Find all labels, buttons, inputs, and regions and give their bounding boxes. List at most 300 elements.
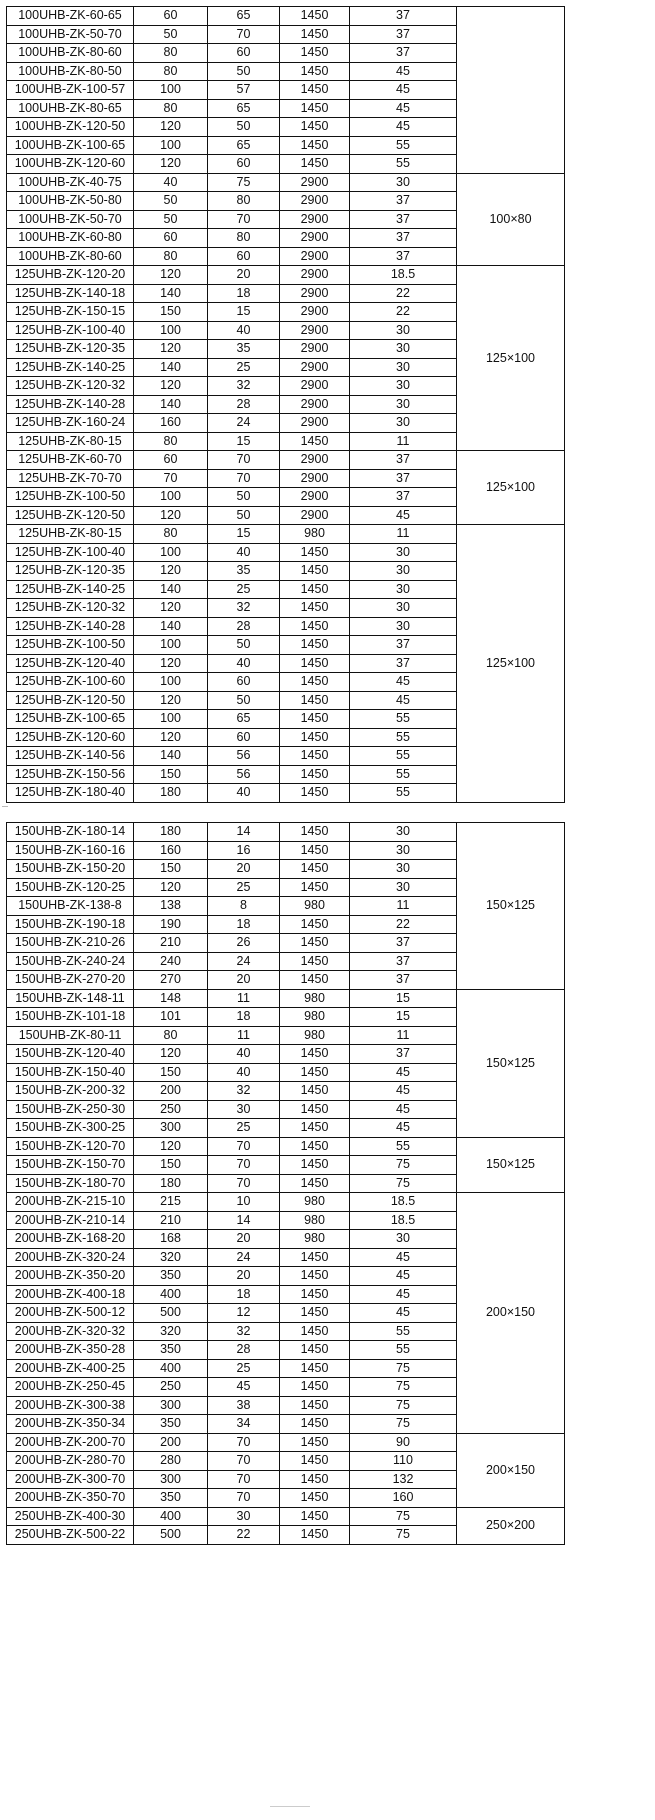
head-cell: 50 [208,636,280,655]
head-cell: 70 [208,1452,280,1471]
power-cell: 37 [350,192,457,211]
power-cell: 30 [350,860,457,879]
flow-cell: 350 [134,1489,208,1508]
model-cell: 150UHB-ZK-160-16 [7,841,134,860]
speed-cell: 2900 [280,173,350,192]
table-row [7,173,565,192]
flow-cell: 60 [134,7,208,26]
head-cell: 25 [208,358,280,377]
power-cell: 55 [350,1322,457,1341]
power-cell: 37 [350,952,457,971]
flow-cell: 80 [134,247,208,266]
flow-cell: 100 [134,710,208,729]
power-cell: 45 [350,691,457,710]
power-cell: 37 [350,1045,457,1064]
model-cell: 125UHB-ZK-100-60 [7,673,134,692]
head-cell: 57 [208,81,280,100]
model-cell: 150UHB-ZK-148-11 [7,989,134,1008]
flow-cell: 120 [134,155,208,174]
head-cell: 12 [208,1304,280,1323]
model-cell: 125UHB-ZK-100-50 [7,488,134,507]
port-size-cell: 250×200 [457,1507,565,1544]
head-cell: 38 [208,1396,280,1415]
flow-cell: 120 [134,118,208,137]
speed-cell: 1450 [280,878,350,897]
head-cell: 16 [208,841,280,860]
power-cell: 37 [350,25,457,44]
speed-cell: 1450 [280,99,350,118]
head-cell: 70 [208,469,280,488]
head-cell: 80 [208,229,280,248]
flow-cell: 120 [134,506,208,525]
speed-cell: 1450 [280,710,350,729]
model-cell: 125UHB-ZK-60-70 [7,451,134,470]
speed-cell: 1450 [280,1174,350,1193]
table-row [7,1193,565,1212]
head-cell: 24 [208,1248,280,1267]
power-cell: 18.5 [350,1211,457,1230]
model-cell: 100UHB-ZK-100-65 [7,136,134,155]
model-cell: 100UHB-ZK-80-60 [7,44,134,63]
model-cell: 125UHB-ZK-150-15 [7,303,134,322]
head-cell: 45 [208,1378,280,1397]
power-cell: 30 [350,395,457,414]
power-cell: 55 [350,1137,457,1156]
power-cell: 30 [350,599,457,618]
speed-cell: 1450 [280,1470,350,1489]
speed-cell: 1450 [280,915,350,934]
model-cell: 100UHB-ZK-80-50 [7,62,134,81]
head-cell: 80 [208,192,280,211]
head-cell: 70 [208,1137,280,1156]
model-cell: 150UHB-ZK-120-70 [7,1137,134,1156]
head-cell: 10 [208,1193,280,1212]
speed-cell: 2900 [280,340,350,359]
model-cell: 150UHB-ZK-150-20 [7,860,134,879]
model-cell: 125UHB-ZK-120-32 [7,377,134,396]
flow-cell: 140 [134,284,208,303]
speed-cell: 1450 [280,432,350,451]
flow-cell: 500 [134,1526,208,1545]
head-cell: 70 [208,1470,280,1489]
table-body [7,7,565,803]
flow-cell: 200 [134,1082,208,1101]
speed-cell: 1450 [280,1507,350,1526]
model-cell: 200UHB-ZK-400-18 [7,1285,134,1304]
speed-cell: 1450 [280,636,350,655]
speed-cell: 1450 [280,44,350,63]
speed-cell: 1450 [280,747,350,766]
model-cell: 125UHB-ZK-140-25 [7,358,134,377]
speed-cell: 1450 [280,1526,350,1545]
speed-cell: 1450 [280,1045,350,1064]
model-cell: 250UHB-ZK-500-22 [7,1526,134,1545]
flow-cell: 400 [134,1359,208,1378]
power-cell: 37 [350,229,457,248]
speed-cell: 2900 [280,266,350,285]
flow-cell: 138 [134,897,208,916]
power-cell: 45 [350,1304,457,1323]
head-cell: 26 [208,934,280,953]
head-cell: 18 [208,1285,280,1304]
speed-cell: 2900 [280,303,350,322]
speed-cell: 1450 [280,673,350,692]
port-size-cell: 125×100 [457,451,565,525]
flow-cell: 50 [134,210,208,229]
flow-cell: 80 [134,44,208,63]
model-cell: 100UHB-ZK-60-80 [7,229,134,248]
flow-cell: 120 [134,691,208,710]
flow-cell: 120 [134,1045,208,1064]
head-cell: 32 [208,599,280,618]
head-cell: 34 [208,1415,280,1434]
model-cell: 200UHB-ZK-168-20 [7,1230,134,1249]
flow-cell: 140 [134,617,208,636]
speed-cell: 2900 [280,192,350,211]
speed-cell: 1450 [280,1082,350,1101]
flow-cell: 101 [134,1008,208,1027]
head-cell: 15 [208,525,280,544]
model-cell: 100UHB-ZK-80-60 [7,247,134,266]
head-cell: 35 [208,562,280,581]
model-cell: 200UHB-ZK-400-25 [7,1359,134,1378]
flow-cell: 200 [134,1433,208,1452]
table-row [7,7,565,26]
power-cell: 11 [350,432,457,451]
port-size-cell: 200×150 [457,1193,565,1434]
head-cell: 30 [208,1507,280,1526]
model-cell: 100UHB-ZK-120-50 [7,118,134,137]
flow-cell: 50 [134,192,208,211]
head-cell: 8 [208,897,280,916]
model-cell: 125UHB-ZK-120-35 [7,562,134,581]
flow-cell: 160 [134,841,208,860]
model-cell: 150UHB-ZK-120-40 [7,1045,134,1064]
model-cell: 125UHB-ZK-70-70 [7,469,134,488]
flow-cell: 150 [134,765,208,784]
model-cell: 125UHB-ZK-140-56 [7,747,134,766]
model-cell: 125UHB-ZK-140-28 [7,395,134,414]
power-cell: 132 [350,1470,457,1489]
flow-cell: 350 [134,1341,208,1360]
head-cell: 40 [208,321,280,340]
flow-cell: 140 [134,395,208,414]
flow-cell: 240 [134,952,208,971]
power-cell: 75 [350,1415,457,1434]
head-cell: 50 [208,118,280,137]
head-cell: 56 [208,765,280,784]
model-cell: 200UHB-ZK-350-28 [7,1341,134,1360]
port-size-cell: 125×100 [457,266,565,451]
power-cell: 45 [350,1063,457,1082]
power-cell: 75 [350,1174,457,1193]
head-cell: 32 [208,377,280,396]
model-cell: 150UHB-ZK-120-25 [7,878,134,897]
flow-cell: 210 [134,1211,208,1230]
speed-cell: 1450 [280,934,350,953]
model-cell: 125UHB-ZK-100-40 [7,543,134,562]
flow-cell: 180 [134,823,208,842]
speed-cell: 1450 [280,784,350,803]
head-cell: 40 [208,543,280,562]
model-cell: 125UHB-ZK-120-50 [7,506,134,525]
flow-cell: 250 [134,1100,208,1119]
power-cell: 30 [350,173,457,192]
power-cell: 37 [350,7,457,26]
head-cell: 32 [208,1082,280,1101]
head-cell: 25 [208,580,280,599]
power-cell: 55 [350,136,457,155]
power-cell: 37 [350,934,457,953]
flow-cell: 140 [134,747,208,766]
power-cell: 55 [350,747,457,766]
model-cell: 125UHB-ZK-120-32 [7,599,134,618]
page-footer-mark [270,1806,310,1807]
pump-spec-table-part-1 [6,6,565,803]
speed-cell: 2900 [280,358,350,377]
speed-cell: 2900 [280,488,350,507]
speed-cell: 2900 [280,414,350,433]
model-cell: 125UHB-ZK-120-50 [7,691,134,710]
model-cell: 150UHB-ZK-270-20 [7,971,134,990]
model-cell: 150UHB-ZK-300-25 [7,1119,134,1138]
speed-cell: 980 [280,897,350,916]
power-cell: 75 [350,1378,457,1397]
head-cell: 35 [208,340,280,359]
flow-cell: 250 [134,1378,208,1397]
head-cell: 30 [208,1100,280,1119]
head-cell: 70 [208,1174,280,1193]
speed-cell: 1450 [280,654,350,673]
model-cell: 150UHB-ZK-80-11 [7,1026,134,1045]
power-cell: 30 [350,543,457,562]
flow-cell: 160 [134,414,208,433]
head-cell: 65 [208,710,280,729]
table-row [7,823,565,842]
flow-cell: 280 [134,1452,208,1471]
table-row [7,989,565,1008]
speed-cell: 1450 [280,562,350,581]
power-cell: 18.5 [350,1193,457,1212]
model-cell: 125UHB-ZK-140-28 [7,617,134,636]
power-cell: 22 [350,284,457,303]
model-cell: 125UHB-ZK-180-40 [7,784,134,803]
head-cell: 28 [208,395,280,414]
flow-cell: 140 [134,358,208,377]
flow-cell: 100 [134,673,208,692]
speed-cell: 1450 [280,1341,350,1360]
speed-cell: 1450 [280,580,350,599]
speed-cell: 2900 [280,506,350,525]
speed-cell: 1450 [280,81,350,100]
model-cell: 100UHB-ZK-100-57 [7,81,134,100]
head-cell: 20 [208,266,280,285]
power-cell: 45 [350,1082,457,1101]
head-cell: 20 [208,1267,280,1286]
model-cell: 200UHB-ZK-300-70 [7,1470,134,1489]
speed-cell: 1450 [280,1156,350,1175]
model-cell: 100UHB-ZK-40-75 [7,173,134,192]
pump-spec-table-part-2 [6,822,565,1545]
head-cell: 65 [208,99,280,118]
power-cell: 45 [350,506,457,525]
head-cell: 60 [208,44,280,63]
power-cell: 45 [350,118,457,137]
flow-cell: 150 [134,1156,208,1175]
head-cell: 60 [208,728,280,747]
speed-cell: 1450 [280,136,350,155]
flow-cell: 320 [134,1248,208,1267]
head-cell: 70 [208,1489,280,1508]
power-cell: 55 [350,784,457,803]
head-cell: 70 [208,210,280,229]
head-cell: 25 [208,878,280,897]
head-cell: 70 [208,451,280,470]
model-cell: 200UHB-ZK-300-38 [7,1396,134,1415]
power-cell: 55 [350,728,457,747]
speed-cell: 2900 [280,284,350,303]
port-size-cell: 200×150 [457,1433,565,1507]
head-cell: 25 [208,1119,280,1138]
power-cell: 45 [350,1119,457,1138]
speed-cell: 2900 [280,229,350,248]
flow-cell: 60 [134,451,208,470]
model-cell: 100UHB-ZK-60-65 [7,7,134,26]
model-cell: 200UHB-ZK-350-20 [7,1267,134,1286]
power-cell: 45 [350,1100,457,1119]
page-break-mark [2,806,8,807]
head-cell: 22 [208,1526,280,1545]
power-cell: 55 [350,1341,457,1360]
model-cell: 200UHB-ZK-210-14 [7,1211,134,1230]
power-cell: 37 [350,636,457,655]
power-cell: 11 [350,525,457,544]
model-cell: 125UHB-ZK-100-40 [7,321,134,340]
model-cell: 200UHB-ZK-350-34 [7,1415,134,1434]
table-body [7,823,565,1545]
head-cell: 20 [208,1230,280,1249]
speed-cell: 980 [280,1211,350,1230]
speed-cell: 1450 [280,765,350,784]
model-cell: 150UHB-ZK-200-32 [7,1082,134,1101]
head-cell: 18 [208,284,280,303]
flow-cell: 50 [134,25,208,44]
speed-cell: 1450 [280,1378,350,1397]
speed-cell: 1450 [280,617,350,636]
flow-cell: 270 [134,971,208,990]
flow-cell: 120 [134,562,208,581]
speed-cell: 1450 [280,691,350,710]
head-cell: 65 [208,136,280,155]
model-cell: 100UHB-ZK-50-70 [7,25,134,44]
speed-cell: 1450 [280,543,350,562]
flow-cell: 120 [134,340,208,359]
power-cell: 110 [350,1452,457,1471]
head-cell: 15 [208,303,280,322]
speed-cell: 1450 [280,841,350,860]
speed-cell: 980 [280,1026,350,1045]
flow-cell: 168 [134,1230,208,1249]
flow-cell: 150 [134,860,208,879]
model-cell: 100UHB-ZK-80-65 [7,99,134,118]
flow-cell: 500 [134,1304,208,1323]
flow-cell: 320 [134,1322,208,1341]
model-cell: 100UHB-ZK-50-70 [7,210,134,229]
flow-cell: 120 [134,654,208,673]
speed-cell: 1450 [280,62,350,81]
speed-cell: 980 [280,1008,350,1027]
model-cell: 100UHB-ZK-120-60 [7,155,134,174]
port-size-cell: 100×80 [457,173,565,266]
head-cell: 40 [208,1045,280,1064]
power-cell: 45 [350,1285,457,1304]
head-cell: 28 [208,617,280,636]
speed-cell: 1450 [280,155,350,174]
speed-cell: 1450 [280,1119,350,1138]
flow-cell: 80 [134,99,208,118]
power-cell: 15 [350,1008,457,1027]
power-cell: 15 [350,989,457,1008]
flow-cell: 100 [134,636,208,655]
port-size-cell [457,7,565,174]
port-size-cell: 150×125 [457,823,565,990]
power-cell: 30 [350,414,457,433]
model-cell: 150UHB-ZK-240-24 [7,952,134,971]
model-cell: 125UHB-ZK-120-60 [7,728,134,747]
model-cell: 200UHB-ZK-215-10 [7,1193,134,1212]
power-cell: 37 [350,247,457,266]
speed-cell: 1450 [280,1304,350,1323]
model-cell: 125UHB-ZK-120-40 [7,654,134,673]
power-cell: 11 [350,1026,457,1045]
speed-cell: 1450 [280,1063,350,1082]
flow-cell: 300 [134,1396,208,1415]
head-cell: 32 [208,1322,280,1341]
model-cell: 150UHB-ZK-210-26 [7,934,134,953]
head-cell: 11 [208,1026,280,1045]
flow-cell: 40 [134,173,208,192]
speed-cell: 980 [280,989,350,1008]
model-cell: 200UHB-ZK-500-12 [7,1304,134,1323]
head-cell: 60 [208,247,280,266]
flow-cell: 120 [134,266,208,285]
port-size-cell: 150×125 [457,989,565,1137]
speed-cell: 2900 [280,377,350,396]
model-cell: 150UHB-ZK-150-70 [7,1156,134,1175]
model-cell: 100UHB-ZK-50-80 [7,192,134,211]
power-cell: 75 [350,1156,457,1175]
power-cell: 30 [350,841,457,860]
table-row [7,525,565,544]
power-cell: 45 [350,1248,457,1267]
power-cell: 55 [350,155,457,174]
flow-cell: 350 [134,1415,208,1434]
table-row [7,1433,565,1452]
head-cell: 65 [208,7,280,26]
model-cell: 125UHB-ZK-150-56 [7,765,134,784]
flow-cell: 100 [134,321,208,340]
power-cell: 30 [350,562,457,581]
model-cell: 150UHB-ZK-190-18 [7,915,134,934]
power-cell: 75 [350,1396,457,1415]
head-cell: 28 [208,1341,280,1360]
flow-cell: 190 [134,915,208,934]
flow-cell: 70 [134,469,208,488]
speed-cell: 1450 [280,1285,350,1304]
speed-cell: 2900 [280,210,350,229]
flow-cell: 215 [134,1193,208,1212]
flow-cell: 210 [134,934,208,953]
